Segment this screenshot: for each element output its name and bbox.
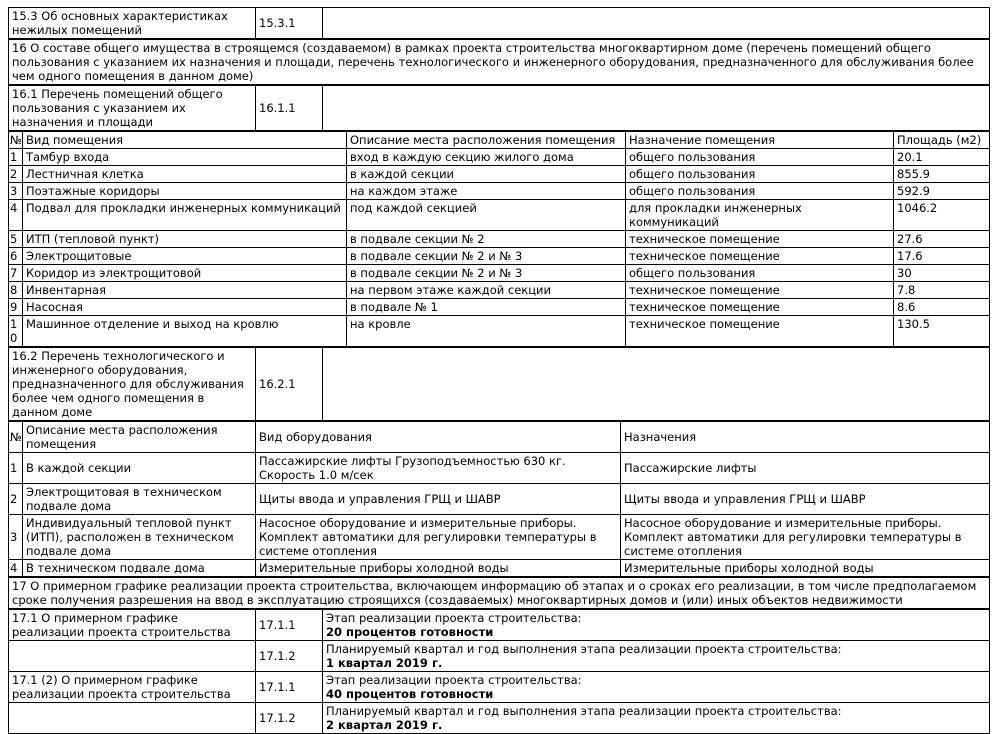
column-header: Описание места расположения помещения	[23, 422, 256, 453]
table-row	[9, 248, 990, 265]
premise-area: 8.6	[894, 299, 990, 316]
premise-purpose: общего пользования	[626, 149, 894, 166]
column-header: Назначение помещения	[626, 132, 894, 149]
premise-kind: Насосная	[23, 299, 347, 316]
equipment-kind: Щиты ввода и управления ГРЩ и ШАВР	[256, 484, 621, 515]
schedule-value-cell	[323, 610, 990, 641]
table-row	[9, 672, 990, 703]
premise-kind: ИТП (тепловой пункт)	[23, 231, 347, 248]
premise-location: на первом этаже каждой секции	[347, 282, 626, 299]
premise-location: в подвале № 1	[347, 299, 626, 316]
schedule-title	[9, 641, 256, 672]
premise-location: в подвале секции № 2	[347, 231, 626, 248]
schedule-label: Этап реализации проекта строительства:	[326, 673, 582, 687]
equipment-purpose: Насосное оборудование и измерительные приборы. Комплект автоматики для регулировки температуры в системе отопления	[621, 515, 990, 560]
equipment-location: Индивидуальный тепловой пункт (ИТП), расположен в техническом подвале дома	[23, 515, 256, 560]
table-row	[9, 200, 990, 231]
schedule-label: Планируемый квартал и год выполнения этапа реализации проекта строительства:	[326, 704, 842, 718]
column-header: Вид помещения	[23, 132, 347, 149]
row-number: 5	[9, 231, 23, 248]
premise-location: в каждой секции	[347, 166, 626, 183]
premise-area: 20.1	[894, 149, 990, 166]
row-number: 4	[9, 560, 23, 577]
schedule-label: Планируемый квартал и год выполнения этапа реализации проекта строительства:	[326, 642, 842, 656]
declaration-document	[8, 7, 990, 734]
premise-area: 592.9	[894, 183, 990, 200]
schedule-code: 17.1.1	[256, 610, 323, 641]
schedule-value-cell	[323, 641, 990, 672]
section-15-3-code: 15.3.1	[256, 8, 323, 39]
schedule-value: 2 квартал 2019 г.	[326, 718, 443, 732]
equipment-kind: Пассажирские лифты Грузоподъемностью 630 кг. Скорость 1.0 м/сек	[256, 453, 621, 484]
equipment-table	[8, 421, 990, 577]
schedule-value: 20 процентов готовности	[326, 625, 494, 639]
section-16-1-code: 16.1.1	[256, 86, 323, 131]
equipment-kind: Измерительные приборы холодной воды	[256, 560, 621, 577]
row-15-3-table	[8, 7, 990, 39]
table-row	[9, 86, 990, 131]
premise-purpose: общего пользования	[626, 183, 894, 200]
table-row	[9, 265, 990, 282]
premise-location: на каждом этаже	[347, 183, 626, 200]
column-header: Вид оборудования	[256, 422, 621, 453]
schedule-title: 17.1 О примерном графике реализации проекта строительства	[9, 610, 256, 641]
premises-header-row	[9, 132, 990, 149]
section-15-3-value	[323, 8, 990, 39]
schedule-value: 40 процентов готовности	[326, 687, 494, 701]
row-number: 2	[9, 484, 23, 515]
premise-area: 27.6	[894, 231, 990, 248]
column-header: Описание места расположения помещения	[347, 132, 626, 149]
table-row	[9, 299, 990, 316]
premise-purpose: техническое помещение	[626, 282, 894, 299]
premise-kind: Подвал для прокладки инженерных коммуникаций	[23, 200, 347, 231]
equipment-purpose: Пассажирские лифты	[621, 453, 990, 484]
premise-area: 130.5	[894, 316, 990, 347]
premise-kind: Коридор из электрощитовой	[23, 265, 347, 282]
schedule-title	[9, 703, 256, 734]
schedule-label: Этап реализации проекта строительства:	[326, 611, 582, 625]
row-number: 2	[9, 166, 23, 183]
premise-kind: Электрощитовые	[23, 248, 347, 265]
row-number: 4	[9, 200, 23, 231]
table-row	[9, 453, 990, 484]
equipment-header-row	[9, 422, 990, 453]
schedule-code: 17.1.2	[256, 641, 323, 672]
premise-location: вход в каждую секцию жилого дома	[347, 149, 626, 166]
equipment-kind: Насосное оборудование и измерительные приборы. Комплект автоматики для регулировки температуры в системе отопления	[256, 515, 621, 560]
schedule-code: 17.1.1	[256, 672, 323, 703]
table-row	[9, 641, 990, 672]
premise-area: 855.9	[894, 166, 990, 183]
premise-location: под каждой секцией	[347, 200, 626, 231]
section-17-heading: 17 О примерном графике реализации проекта строительства, включающем информацию об этапах и о сроках его реализации, в том числе предполагаемом сроке получения разрешения на ввод в эксплуатацию строящихся (создаваемых) многоквартирных домов и (или) иных объектов недвижимости	[8, 577, 990, 609]
table-row	[9, 316, 990, 347]
premise-purpose: общего пользования	[626, 265, 894, 282]
column-header: Назначения	[621, 422, 990, 453]
schedule-value-cell	[323, 672, 990, 703]
premise-kind: Тамбур входа	[23, 149, 347, 166]
premise-purpose: техническое помещение	[626, 316, 894, 347]
row-number: 7	[9, 265, 23, 282]
table-row	[9, 348, 990, 421]
premise-location: в подвале секции № 2 и № 3	[347, 248, 626, 265]
premise-kind: Лестничная клетка	[23, 166, 347, 183]
schedule-title: 17.1 (2) О примерном графике реализации проекта строительства	[9, 672, 256, 703]
equipment-purpose: Измерительные приборы холодной воды	[621, 560, 990, 577]
premise-kind: Инвентарная	[23, 282, 347, 299]
premise-location: на кровле	[347, 316, 626, 347]
column-header: №	[9, 422, 23, 453]
premise-kind: Машинное отделение и выход на кровлю	[23, 316, 347, 347]
row-number: 10	[9, 316, 23, 347]
premise-purpose: для прокладки инженерных коммуникаций	[626, 200, 894, 231]
premise-area: 30	[894, 265, 990, 282]
equipment-location: В техническом подвале дома	[23, 560, 256, 577]
premise-purpose: общего пользования	[626, 166, 894, 183]
table-row	[9, 484, 990, 515]
premise-area: 7.8	[894, 282, 990, 299]
table-row	[9, 560, 990, 577]
section-16-1-title: 16.1 Перечень помещений общего пользования с указанием их назначения и площади	[9, 86, 256, 131]
row-number: 3	[9, 183, 23, 200]
table-row	[9, 231, 990, 248]
equipment-purpose: Щиты ввода и управления ГРЩ и ШАВР	[621, 484, 990, 515]
premise-purpose: техническое помещение	[626, 299, 894, 316]
table-row	[9, 610, 990, 641]
table-row	[9, 282, 990, 299]
equipment-location: В каждой секции	[23, 453, 256, 484]
row-number: 3	[9, 515, 23, 560]
section-16-2-code: 16.2.1	[256, 348, 323, 421]
premises-table	[8, 131, 990, 347]
row-number: 1	[9, 149, 23, 166]
section-16-2-title: 16.2 Перечень технологического и инженерного оборудования, предназначенного для обслуживания более чем одного помещения в данном доме	[9, 348, 256, 421]
table-row	[9, 515, 990, 560]
section-16-2-value	[323, 348, 990, 421]
row-number: 1	[9, 453, 23, 484]
row-16-2-table	[8, 347, 990, 421]
column-header: Площадь (м2)	[894, 132, 990, 149]
schedule-table	[8, 609, 990, 734]
table-row	[9, 8, 990, 39]
schedule-code: 17.1.2	[256, 703, 323, 734]
table-row	[9, 149, 990, 166]
row-number: 6	[9, 248, 23, 265]
equipment-location: Электрощитовая в техническом подвале дома	[23, 484, 256, 515]
table-row	[9, 166, 990, 183]
premise-purpose: техническое помещение	[626, 231, 894, 248]
premise-purpose: техническое помещение	[626, 248, 894, 265]
schedule-value: 1 квартал 2019 г.	[326, 656, 443, 670]
section-15-3-title: 15.3 Об основных характеристиках нежилых помещений	[9, 8, 256, 39]
section-16-heading: 16 О составе общего имущества в строящемся (создаваемом) в рамках проекта строительства многоквартирном доме (перечень помещений общего пользования с указанием их назначения и площади, перечень технологического и инженерного оборудования, предназначенного для обслуживания более чем одного помещения в данном доме)	[8, 39, 990, 85]
table-row	[9, 183, 990, 200]
table-row	[9, 703, 990, 734]
row-number: 8	[9, 282, 23, 299]
column-header: №	[10, 133, 22, 147]
premise-area: 1046.2	[894, 200, 990, 231]
schedule-value-cell	[323, 703, 990, 734]
premise-location: в подвале секции № 2 и № 3	[347, 265, 626, 282]
premise-area: 17.6	[894, 248, 990, 265]
row-number: 9	[9, 299, 23, 316]
premise-kind: Поэтажные коридоры	[23, 183, 347, 200]
row-16-1-table	[8, 85, 990, 131]
section-16-1-value	[323, 86, 990, 131]
